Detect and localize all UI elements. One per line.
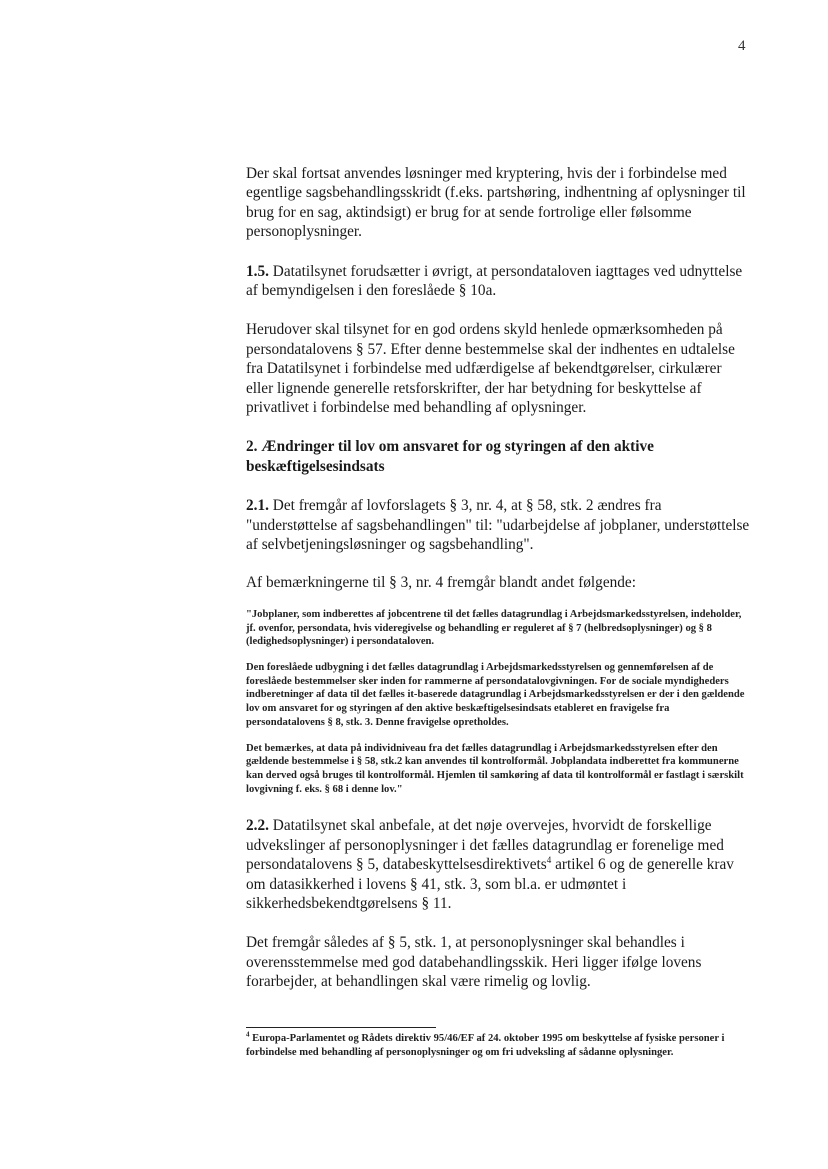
paragraph-text: Det fremgår af lovforslagets § 3, nr. 4, at § 58, stk. 2 ændres fra "understøttelse af sagsbehandlingen" til: "udarbejdelse af jobplaner, understøttelse af selvbetjeningsløsninger og sagsbehandling". [246,497,750,554]
section-heading: 2. Ændringer til lov om ansvaret for og styringen af den aktive beskæftigelsesindsats [246,438,654,475]
footnote [246,1032,746,1060]
page-number: 4 [738,38,746,54]
paragraph-text: Datatilsynet skal anbefale, at det nøje overvejes, hvorvidt de forskellige udvekslinger af personoplysninger i det fælles datagrundlag er forenelige med persondatalovens § 5, databeskyttelsesdirektivets [246,817,724,874]
section-number: 2.1. [246,497,269,515]
quote-paragraph-1: "Jobplaner, som indberettes af jobcentrene til det fælles datagrundlag i Arbejdsmarkedsstyrelsen, indeholder, jf. ovenfor, persondata, hvis videregivelse og behandling er reguleret af § 7 (helbredsoplysninger) og § 8 (ledighedsoplysninger) i persondataloven. [246,608,742,648]
quote-paragraph-3: Det bemærkes, at data på individniveau fra det fælles datagrundlag i Arbejdsmarkedsstyrelsen efter den gældende bestemmelse i § 58, stk.2 kan anvendes til kontrolformål. Jobplandata indberettet fra kommunerne kan derved også bruges til kontrolformål. Hjemlen til samkøring af data til kontrolformål er fastlagt i særskilt lovgivning f. eks. § 68 i denne lov." [246,742,744,795]
footnote-text: Europa-Parlamentet og Rådets direktiv 95/46/EF af 24. oktober 1995 om beskyttelse af fysiske personer i forbindelse med behandling af personoplysninger og om fri udveksling af sådanne oplysninger. [246,1033,725,1058]
paragraph-text: Datatilsynet forudsætter i øvrigt, at persondataloven iagttages ved udnyttelse af bemyndigelsen i den foreslåede § 10a. [246,262,743,300]
paragraph-1-5 [246,262,750,301]
paragraph-text: artikel 6 og de generelle krav om datasikkerhed i lovens § 41, stk. 3, som bl.a. er udmøntet i sikkerhedsbekendtgørelsens § 11. [246,856,734,912]
paragraph-2-1 [246,496,750,554]
quote-paragraph-2: Den foreslåede udbygning i det fælles datagrundlag i Arbejdsmarkedsstyrelsen og gennemførelsen af de foreslåede bestemmelser sker inden for rammerne af persondatalovgivningen. For de sociale myndigheders indberetninger af data til det fælles it-baserede datagrundlag i Arbejdsmarkedsstyrelsen er der i den gældende lov om ansvaret for og styringen af den aktive beskæftigelsesindsats etableret en fravigelse fra persondatalovens § 8, stk. 3. Denne fravigelse opretholdes. [246,662,745,728]
paragraph-section-57: Herudover skal tilsynet for en god ordens skyld henlede opmærksomheden på persondatalovens § 57. Efter denne bestemmelse skal der indhentes en udtalelse fra Datatilsynet i forbindelse med udfærdigelse af bekendtgørelser, cirkulærer eller lignende generelle retsforskrifter, der har betydning for beskyttelse af privatlivet i forbindelse med behandling af oplysninger. [246,321,735,417]
footnote-reference[interactable]: 4 [546,855,552,866]
paragraph-section-5: Det fremgår således af § 5, stk. 1, at personoplysninger skal behandles i overensstemmelse med god databehandlingsskik. Heri ligger ifølge lovens forarbejder, at behandlingen skal være rimelig og lovlig. [246,934,702,991]
section-number: 1.5. [246,262,269,280]
footnote-marker: 4 [246,1030,250,1039]
section-number: 2.2. [246,817,269,835]
document-body [246,164,750,992]
paragraph-remarks-intro: Af bemærkningerne til § 3, nr. 4 fremgår blandt andet følgende: [246,573,636,591]
paragraph-2-2 [246,816,750,913]
paragraph-encryption: Der skal fortsat anvendes løsninger med kryptering, hvis der i forbindelse med egentlige sagsbehandlingsskridt (f.eks. partshøring, indhentning af oplysninger til brug for en sag, aktindsigt) er brug for at sende fortrolige eller følsomme personoplysninger. [246,165,746,241]
footnote-divider [246,1027,436,1028]
